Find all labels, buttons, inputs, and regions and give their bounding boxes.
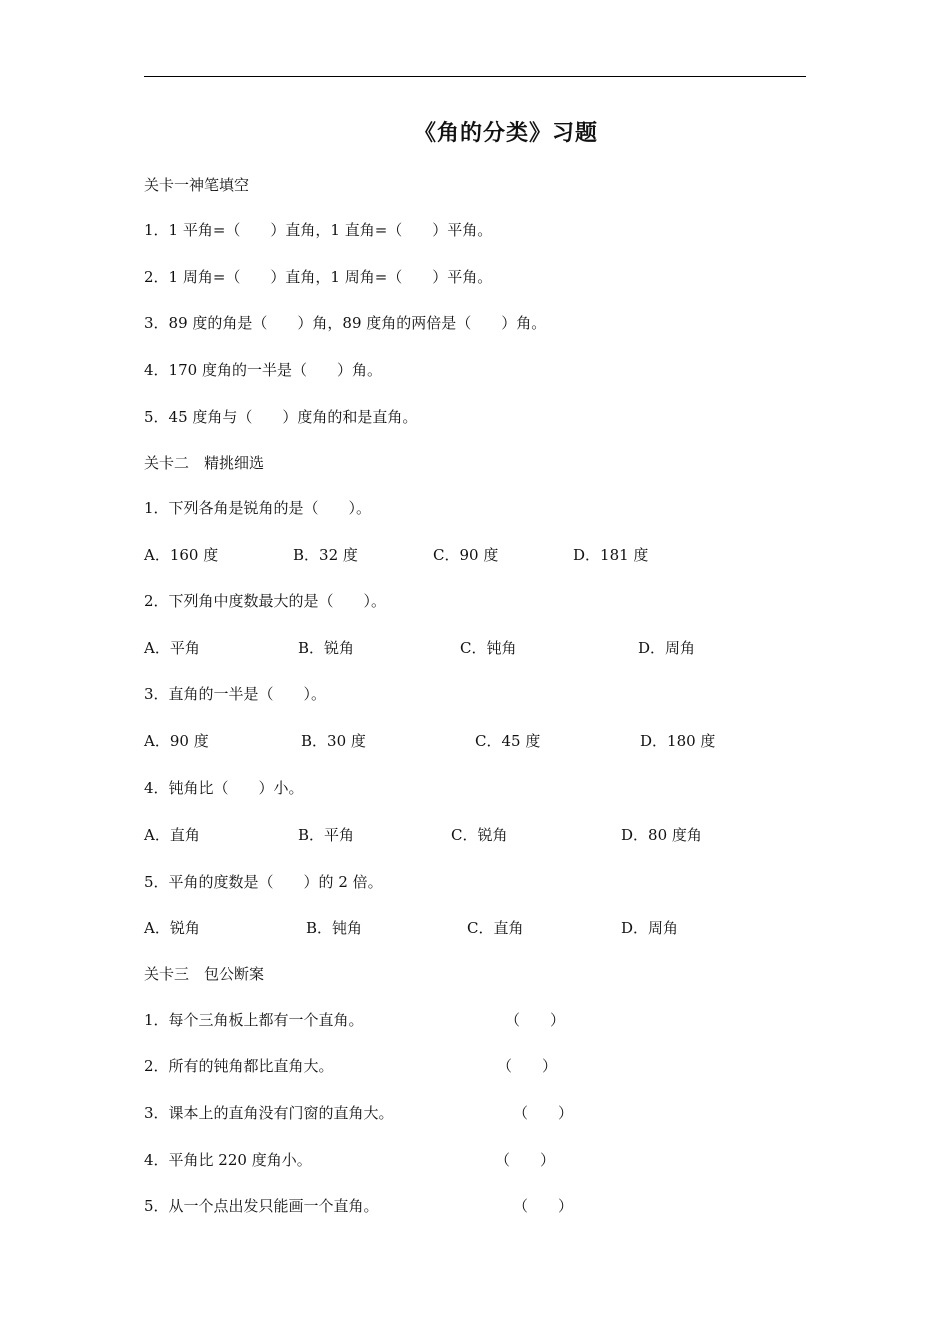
section-heading-2: 关卡二 精挑细选 [144, 454, 265, 472]
answer-parentheses: （ ） [513, 1197, 574, 1215]
choice-option: A．160 度 [144, 546, 219, 564]
choice-option: B．30 度 [301, 732, 366, 750]
choice-option: D．周角 [621, 919, 679, 937]
choice-option: B．32 度 [293, 546, 358, 564]
choice-option: A．直角 [144, 826, 200, 844]
choice-option: C．钝角 [460, 639, 517, 657]
choice-question-4: 4．钝角比（ ）小。 [144, 779, 304, 797]
choice-option: C．锐角 [451, 826, 508, 844]
section-heading-1: 关卡一神笔填空 [144, 176, 250, 194]
choice-question-3: 3．直角的一半是（ ）。 [144, 685, 327, 703]
page-title: 《角的分类》习题 [413, 120, 598, 146]
choice-option: D．181 度 [573, 546, 649, 564]
fill-blank-item-5: 5．45 度角与（ ）度角的和是直角。 [144, 408, 418, 426]
judge-item-2: 2．所有的钝角都比直角大。 [144, 1057, 334, 1075]
choice-option: B．钝角 [306, 919, 363, 937]
fill-blank-item-3: 3．89 度的角是（ ）角，89 度角的两倍是（ ）角。 [144, 314, 547, 332]
judge-item-4: 4．平角比 220 度角小。 [144, 1151, 312, 1169]
choice-option: B．锐角 [298, 639, 355, 657]
judge-item-1: 1．每个三角板上都有一个直角。 [144, 1011, 364, 1029]
fill-blank-item-2: 2．1 周角=（ ）直角，1 周角=（ ）平角。 [144, 268, 493, 286]
choice-question-2: 2．下列角中度数最大的是（ ）。 [144, 592, 387, 610]
choice-option: C．直角 [467, 919, 524, 937]
header-rule [144, 76, 806, 77]
choice-option: B．平角 [298, 826, 355, 844]
judge-item-3: 3．课本上的直角没有门窗的直角大。 [144, 1104, 394, 1122]
answer-parentheses: （ ） [497, 1057, 558, 1075]
fill-blank-item-1: 1．1 平角=（ ）直角，1 直角=（ ）平角。 [144, 221, 493, 239]
answer-parentheses: （ ） [513, 1104, 574, 1122]
choice-option: C．45 度 [475, 732, 541, 750]
choice-option: A．锐角 [144, 919, 200, 937]
fill-blank-item-4: 4．170 度角的一半是（ ）角。 [144, 361, 382, 379]
section-heading-3: 关卡三 包公断案 [144, 965, 265, 983]
choice-question-5: 5．平角的度数是（ ）的 2 倍。 [144, 873, 383, 891]
choice-option: A．90 度 [144, 732, 209, 750]
choice-option: D．周角 [638, 639, 696, 657]
choice-option: A．平角 [144, 639, 200, 657]
answer-parentheses: （ ） [505, 1011, 566, 1029]
choice-option: D．180 度 [640, 732, 716, 750]
choice-option: D．80 度角 [621, 826, 702, 844]
answer-parentheses: （ ） [495, 1151, 556, 1169]
choice-question-1: 1．下列各角是锐角的是（ ）。 [144, 499, 372, 517]
judge-item-5: 5．从一个点出发只能画一个直角。 [144, 1197, 379, 1215]
choice-option: C．90 度 [433, 546, 499, 564]
